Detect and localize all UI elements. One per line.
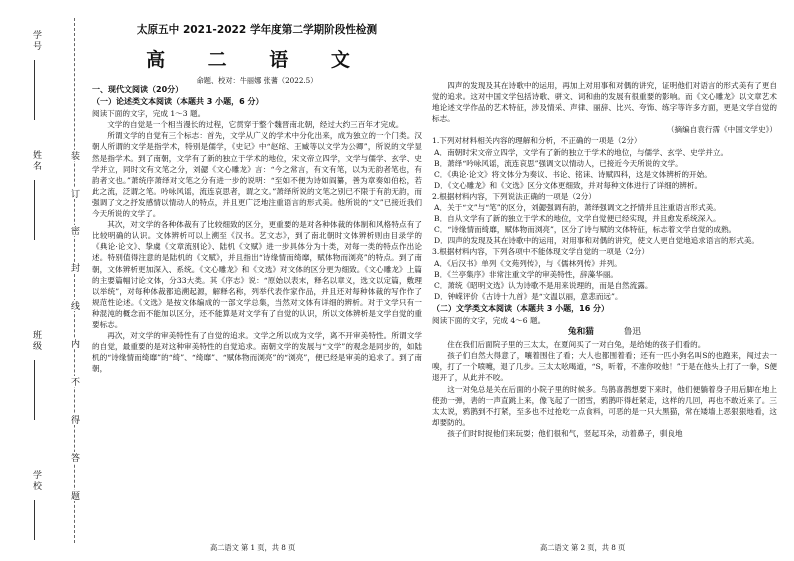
class-line[interactable]: [34, 360, 35, 420]
paragraph: 其次，对文学的各种体裁有了比较细致的区分，更重要的是对各种体裁的体制和风格特点有了比较明确的认识。文体辨析可以上溯至《汉书。艺文志》，到了南北朝时文体辨析则由目录学的《典论·论文》、挚虞《文章流别论》、陆机《文赋》进一步具体分为十类，对每一类的特点作出论述。特别值得注意的是陆机的《文赋》，并且指出“诗缘情而绮靡，赋体物而浏亮”的特点。到了南朝，文体辨析更加深入、系统。《文心雕龙》和《文选》对文体的区分更为细致。《文心雕龙》上篇的主要篇幅讨论文体，分33大类。其《序志》说：“原始以表末，释名以章义，选文以定篇，敷理以举统”，对每种体裁都追溯起源，解释名称，列举代表作家作品，并且还对每种体裁的写作作了规范性论述。《文选》是按文体编成的一部文学总集，当然对文体有详细的辨析。对于文学只有一种混沌的概念而不能加以区分，还不能算是对文学有了自觉的认识，所以文体辨析是文学自觉的重要标志。: [92, 220, 422, 329]
instruction: 阅读下面的文字，完成 4～6 题。: [432, 315, 546, 325]
seal-word: 装: [69, 151, 79, 160]
school-title: 太原五中 2021-2022 学年度第二学期阶段性检测: [136, 24, 378, 36]
seal-word: 内: [69, 339, 79, 348]
paragraph: 住在我们后面院子里的三太太，在夏间买了一对白兔，是给她的孩子们看的。: [447, 340, 706, 350]
option[interactable]: B．萧绎“吟咏风谣，流连哀思”强调文以情动人，已接近今天所说的文学。: [434, 158, 683, 168]
school-line[interactable]: [34, 500, 35, 540]
paragraph: 四声的发现及其在诗歌中的运用，再加上对用事和对偶的讲究，证明他们对语言的形式美有了更自觉的追求。这对中国文学包括诗歌、骈文、词和曲的发展有很重要的影响。而《文心雕龙》以文章艺术地论述文学作品的艺术特征，涉及情采、声律、丽辞、比兴、夸饰、练字等许多方面，更是文学自觉的标志。: [432, 81, 777, 124]
question-2: 2.根据材料内容，下列说法正确的一项是（2分）: [432, 191, 596, 201]
seal-word: 题: [69, 491, 79, 500]
option[interactable]: D．钟嵘评价《古诗十九首》是“文温以丽，意悲而远”。: [434, 291, 623, 301]
story-title: [432, 327, 777, 338]
seal-dashed-line: [74, 18, 75, 543]
name-line[interactable]: [34, 180, 35, 240]
citation: （摘编自袁行霈《中国文学史》）: [666, 125, 777, 135]
section-heading: 一、现代文阅读（20分）: [92, 85, 184, 94]
seal-word: 答: [69, 453, 79, 462]
question-3: 3.根据材料内容，下列各项中不能体现文学自觉的一项是（2分）: [432, 247, 650, 257]
option[interactable]: A．《后汉书》单列《文苑列传》，与《儒林列传》并列。: [434, 258, 622, 268]
instruction: 阅读下面的文字，完成 1～3 题。: [92, 109, 206, 119]
exam-header: [92, 22, 422, 86]
option[interactable]: B．自从文学有了新的独立于学术的地位，文学自觉便已经实现，并且愈发系统深入。: [434, 214, 721, 224]
seal-word: 封: [69, 263, 79, 272]
school-label: 学校: [31, 470, 41, 492]
option[interactable]: C．《典论·论文》将文体分为奏议、书论、铭诔、诗赋四科，这是文体辨析的开始。: [434, 169, 712, 179]
page-footer-left: 高二语文 第 1 页，共 8 页: [210, 543, 296, 552]
seal-word: 密: [69, 226, 79, 235]
page-footer-right: 高二语文 第 2 页，共 8 页: [540, 543, 626, 552]
story-author: 鲁迅: [623, 327, 641, 338]
seal-word: 得: [69, 415, 79, 424]
name-label: 姓名: [31, 150, 41, 172]
student-id-line[interactable]: [34, 60, 35, 120]
question-1: 1.下列对材料相关内容的理解和分析，不正确的一项是（2分）: [432, 136, 642, 146]
paragraph: 这一对兔总是关在后面的小院子里的时候多。鸟鹊喜鹊想要下来时，他们便躺着身子用后脚在地上使劲一弹，砉的一声直跳上来，像飞起了一团雪，鸦鹊吓得赶紧走，这样的几回，再也不敢近来了。三太太说，鸦鹊到不打紧，至多也不过抢吃一点食料，可恶的是一只大黑猫，常在矮墙上恶狠狠地看，这却要防的。: [432, 384, 777, 427]
option[interactable]: A．南朝时宋文帝立四学，文学有了新的独立于学术的地位，与儒学、玄学、史学并立。: [434, 147, 729, 157]
seal-word: 线: [69, 301, 79, 310]
binding-strip: [0, 0, 88, 561]
student-id-label: 学号: [31, 30, 41, 52]
option[interactable]: D．四声的发现及其在诗歌中的运用，对用事和对偶的讲究，使文人更自觉地追求语言的形式美。: [434, 236, 760, 246]
story-title-text: 兔和猫: [568, 327, 594, 338]
option[interactable]: A．关于“文”与“笔”的区分，刘勰强调有韵，萧绎强调文之抒情并且注重语言形式美。: [434, 203, 721, 213]
option[interactable]: C．萧统《昭明文选》认为诗歌不是用来说理的，而是自然流露。: [434, 280, 653, 290]
subsection-heading: （二）文学类文本阅读（本题共 3 小题，16 分）: [432, 303, 610, 313]
subject-title: 高 二 语 文: [146, 49, 368, 71]
left-column: [92, 83, 422, 374]
seal-word: 不: [69, 377, 79, 386]
subsection-heading: （一）论述类文本阅读（本题共 3 小题，6 分）: [92, 97, 264, 107]
paragraph: 孩子们自然大得意了，嚷着围住了看；大人也都围着看；还有一匹小狗名叫S的也跑来，闯过去一嗅，打了一个喷嚏，退了几步。三太太吆喝道，“S，听着，不准你咬他！”于是在他头上打了一拳，S便退开了，从此并不咬。: [432, 351, 777, 383]
credits-line: 命题、校对：牛丽娜 张蓍（2022.5）: [196, 76, 318, 85]
paragraph: 孩子们时时捉他们来玩耍；他们很和气，竖起耳朵，动着鼻子，驯良地: [447, 428, 683, 438]
paragraph: 文学的自觉是一个相当漫长的过程，它贯穿于整个魏晋南北朝，经过大约三百年才完成。: [107, 120, 404, 130]
seal-word: 订: [69, 189, 79, 198]
class-label: 班级: [31, 330, 41, 352]
paragraph: 所谓文学的自觉有三个标志：首先，文学从广义的学术中分化出来，成为独立的一个门类。汉朝人所谓的文学是指学术，特别是儒学，《史记》中“赵绾、王臧等以文学为公卿”，所说的文学显然是指学术。到了南朝，文学有了新的独立于学术的地位，宋文帝立四学，文学与儒学、玄学、史学并立，同时文有文笔之分，刘勰《文心雕龙》言：“今之常言，有文有笔，以为无韵者笔也，有韵者文也。”萧统序萧绎对文笔之分有进一步的说明：“至如不便为诗如阎纂，善为章奏如伯松，若此之流，泛谓之笔。吟咏风谣，流连哀思者，谓之文。”萧绎所说的文笔之别已不限于有韵无韵，而强调了文之抒发感情以情动人的特点，并且更广泛地注重语言的形式美。他所说的“文”已接近我们今天所说的文学了。: [92, 131, 422, 219]
paragraph: 再次，对文学的审美特性有了自觉的追求。文学之所以成为文学，离不开审美特性。所谓文学的自觉，最重要的是对这种审美特性的自觉追求。南朝文学的发展与“文学”的观念是同步的，如陆机的“诗缘情而绮靡”的“绮”、“绮靡”、“赋体物而浏亮”的“浏亮”，便已经是审美的追求了。到了南朝，: [92, 331, 422, 374]
right-column: [432, 80, 777, 439]
option[interactable]: D．《文心雕龙》和《文选》区分文体更细致，并对每种文体进行了详细的辨析。: [434, 180, 703, 190]
option[interactable]: B．《兰亭集序》非常注重文学的审美特性，辞藻华丽。: [434, 269, 619, 279]
option[interactable]: C．“诗缘情而绮靡，赋体物而浏亮”，区分了诗与赋的文体特征，标志着文学自觉的成熟。: [434, 225, 737, 235]
